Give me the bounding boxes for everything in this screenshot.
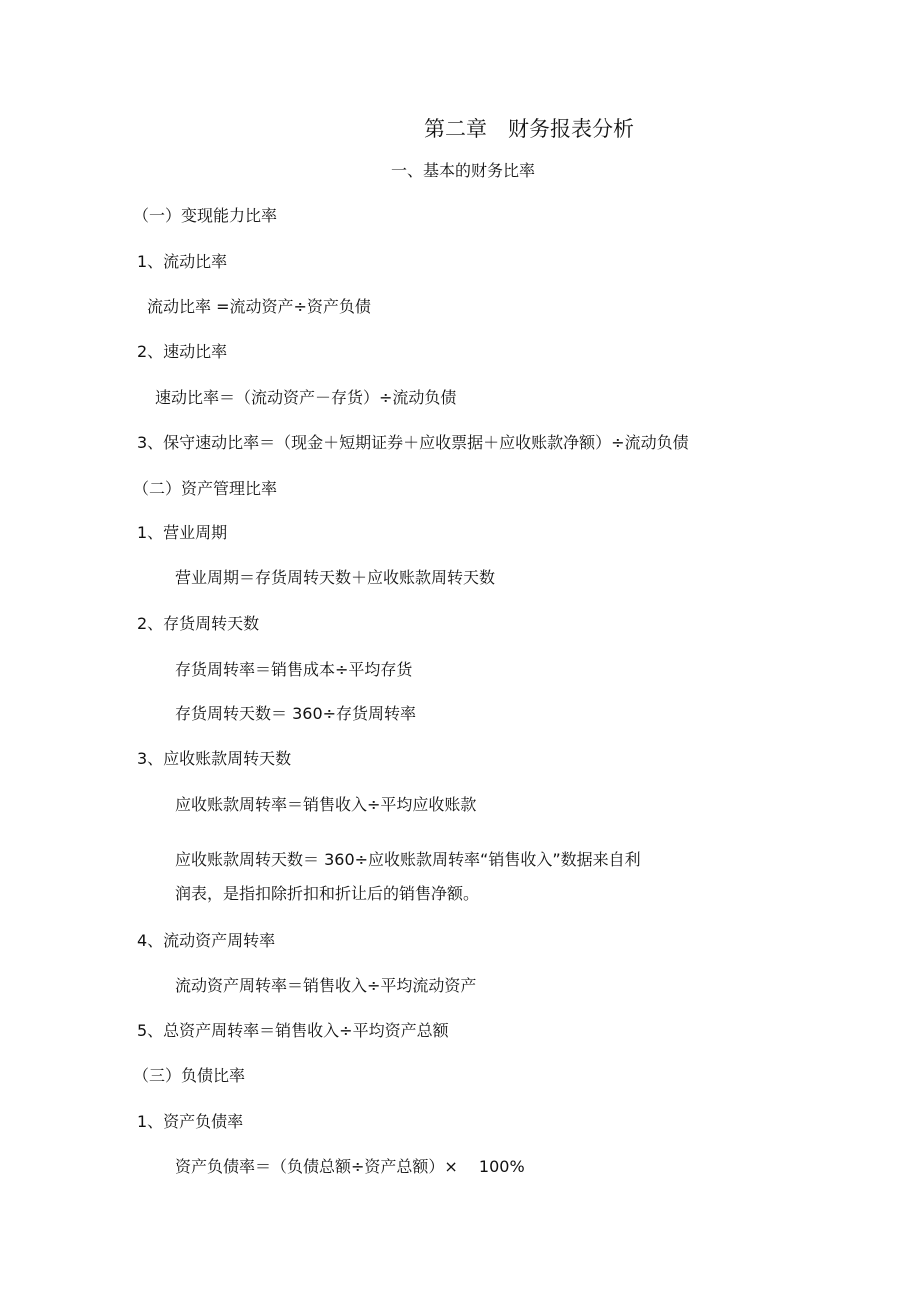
item-heading: 1、资产负债率 [137,1112,244,1131]
formula-line: 速动比率＝（流动资产－存货）÷流动负债 [155,388,457,407]
subsection-heading: （二）资产管理比率 [133,479,278,498]
formula-line: 营业周期＝存货周转天数＋应收账款周转天数 [175,568,496,587]
item-heading: 3、保守速动比率＝（现金＋短期证券＋应收票据＋应收账款净额）÷流动负债 [137,433,689,452]
chapter-title: 第二章 财务报表分析 [424,117,634,141]
item-heading: 5、总资产周转率＝销售收入÷平均资产总额 [137,1021,449,1040]
item-heading: 3、应收账款周转天数 [137,749,292,768]
item-heading: 2、速动比率 [137,342,228,361]
item-heading: 2、存货周转天数 [137,614,260,633]
item-heading: 1、营业周期 [137,523,228,542]
formula-line: 润表，是指扣除折扣和折让后的销售净额。 [175,884,480,903]
item-heading: 4、流动资产周转率 [137,931,276,950]
subsection-heading: （三）负债比率 [133,1066,246,1085]
formula-line: 流动资产周转率＝销售收入÷平均流动资产 [175,976,477,995]
formula-line: 资产负债率＝（负债总额÷资产总额）× 100% [175,1157,525,1176]
formula-line: 存货周转率＝销售成本÷平均存货 [175,660,413,679]
formula-line: 应收账款周转天数＝ 360÷应收账款周转率“销售收入”数据来自利 [175,850,641,869]
formula-line: 存货周转天数＝ 360÷存货周转率 [175,704,417,723]
section-heading: 一、基本的财务比率 [391,161,536,180]
item-heading: 1、流动比率 [137,252,228,271]
subsection-heading: （一）变现能力比率 [133,206,278,225]
formula-line: 应收账款周转率＝销售收入÷平均应收账款 [175,795,477,814]
formula-line: 流动比率 =流动资产÷资产负债 [147,297,371,316]
